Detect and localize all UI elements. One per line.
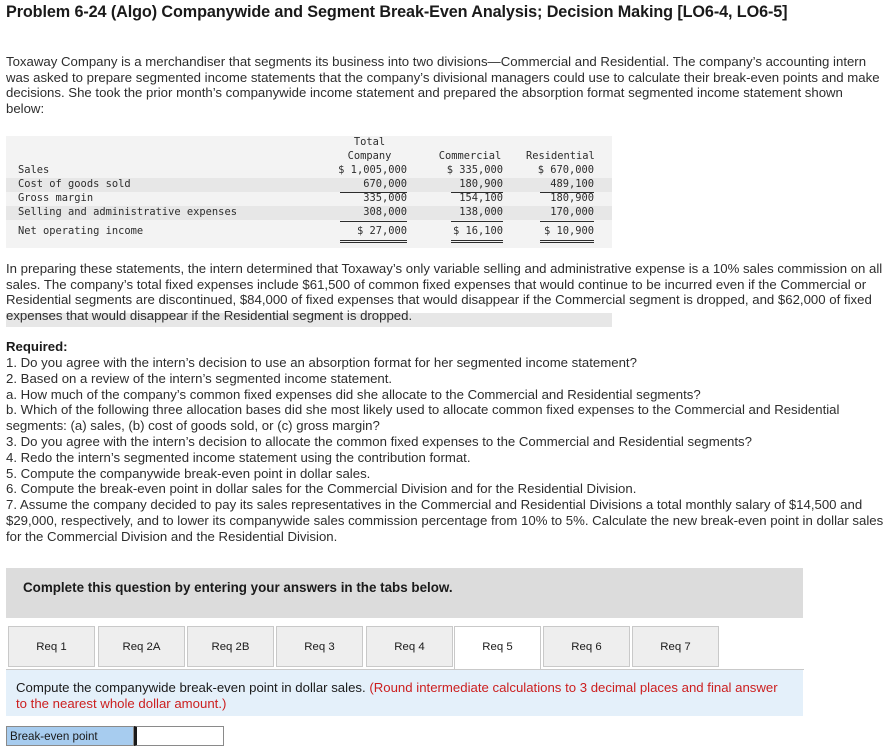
cell-commercial-selling-admin: 138,000 (459, 206, 503, 218)
required-item: 3. Do you agree with the intern’s decision to allocate the common fixed expenses to the Commercial and Residential segments? (6, 433, 752, 449)
complete-text: Complete this question by entering your answers in the tabs below. (23, 580, 453, 595)
cell-total-sales: $ 1,005,000 (338, 164, 407, 176)
row-label-selling-admin: Selling and administrative expenses (18, 206, 237, 218)
cell-total-net-operating-income: $ 27,000 (356, 225, 407, 237)
break-even-input[interactable] (134, 726, 224, 746)
required-heading: Required: (6, 339, 68, 354)
complete-banner (6, 568, 803, 618)
required-item: 4. Redo the intern’s segmented income statement using the contribution format. (6, 449, 471, 465)
context-paragraph: In preparing these statements, the intern determined that Toxaway’s only variable selling and administrative expense is a 10% sales commission on all sales. The company’s total fixed expenses include $61,500 of common fixed expenses that would continue to be incurred even if the Commercial or Residential segments are discontinued, $84,000 of fixed expenses that would disappear if the Commercial segment is dropped, and $62,000 of fixed expenses that would disappear if the Residential segment is dropped. (6, 261, 883, 323)
intro-paragraph: Toxaway Company is a merchandiser that segments its business into two divisions—Commercial and Residential. The company’s accounting intern was asked to prepare segmented income statements that the company’s divisional managers could use to calculate their break-even points and make decisions. She took the prior month’s companywide income statement and prepared the absorption format segmented income statement shown below: (6, 54, 880, 116)
cell-residential-net-operating-income: $ 10,900 (543, 225, 594, 237)
cell-total-selling-admin: 308,000 (363, 206, 407, 218)
row-label-gross-margin: Gross margin (18, 192, 94, 204)
required-item: 6. Compute the break-even point in dollar sales for the Commercial Division and for the Residential Division. (6, 481, 637, 497)
required-item: a. How much of the company’s common fixed expenses did she allocate to the Commercial and Residential segments? (6, 386, 701, 402)
row-label-sales: Sales (18, 164, 50, 176)
required-item: b. Which of the following three allocation bases did she most likely used to allocate common fixed expenses to the Commercial and Residential segments: (a) sales, (b) cost of goods sold, or (c) gross margin? (6, 402, 840, 434)
instruction-panel (6, 670, 803, 716)
row-label-net-operating-income: Net operating income (18, 225, 144, 237)
segmented-income-statement (6, 136, 612, 248)
instruction-main: Compute the companywide break-even point in dollar sales. (16, 680, 366, 695)
header-commercial: Commercial (438, 150, 502, 162)
instruction-note: (Round intermediate calculations to 3 decimal places and final answer to the nearest whole dollar amount.) (16, 680, 778, 711)
tab-req-7[interactable]: Req 7 (632, 626, 719, 667)
tab-req-1[interactable]: Req 1 (8, 626, 95, 667)
req-tabs (8, 626, 806, 670)
header-total-line1: Total (353, 136, 386, 148)
header-residential: Residential (526, 150, 595, 162)
tab-req-2b[interactable]: Req 2B (187, 626, 274, 667)
tab-req-2a[interactable]: Req 2A (98, 626, 185, 667)
required-item: 5. Compute the companywide break-even point in dollar sales. (6, 465, 371, 481)
cell-residential-sales: $ 670,000 (537, 164, 594, 176)
cell-total-cogs: 670,000 (363, 178, 407, 190)
required-list (6, 355, 884, 545)
instruction-text (16, 680, 791, 711)
cell-commercial-cogs: 180,900 (459, 178, 503, 190)
break-even-label: Break-even point (6, 726, 134, 746)
cell-residential-cogs: 489,100 (550, 178, 594, 190)
required-item: 1. Do you agree with the intern’s decision to use an absorption format for her segmented income statement? (6, 355, 637, 370)
required-item: 2. Based on a review of the intern’s segmented income statement. (6, 370, 393, 386)
cell-commercial-sales: $ 335,000 (446, 164, 503, 176)
tab-req-3[interactable]: Req 3 (276, 626, 363, 667)
required-item: 7. Assume the company decided to pay its sales representatives in the Commercial and Residential Divisions a total monthly salary of $14,500 and $29,000, respectively, and to lower its companywide sales commission percentage from 10% to 5%. Calculate the new break-even point in dollar sales for the Commercial Division and the Residential Division. (6, 497, 884, 544)
tab-req-5[interactable]: Req 5 (454, 626, 541, 670)
header-total-line2: Company (347, 150, 392, 162)
cell-commercial-net-operating-income: $ 16,100 (452, 225, 503, 237)
answer-row (6, 726, 226, 748)
tab-req-4[interactable]: Req 4 (366, 626, 453, 667)
cell-commercial-gross-margin: 154,100 (459, 192, 503, 204)
cell-residential-gross-margin: 180,900 (550, 192, 594, 204)
row-label-cogs: Cost of goods sold (18, 178, 131, 190)
problem-title: Problem 6-24 (Algo) Companywide and Segment Break-Even Analysis; Decision Making [LO6-4, LO6-5] (6, 3, 788, 21)
cell-residential-selling-admin: 170,000 (550, 206, 594, 218)
cell-total-gross-margin: 335,000 (363, 192, 407, 204)
tab-req-6[interactable]: Req 6 (543, 626, 630, 667)
